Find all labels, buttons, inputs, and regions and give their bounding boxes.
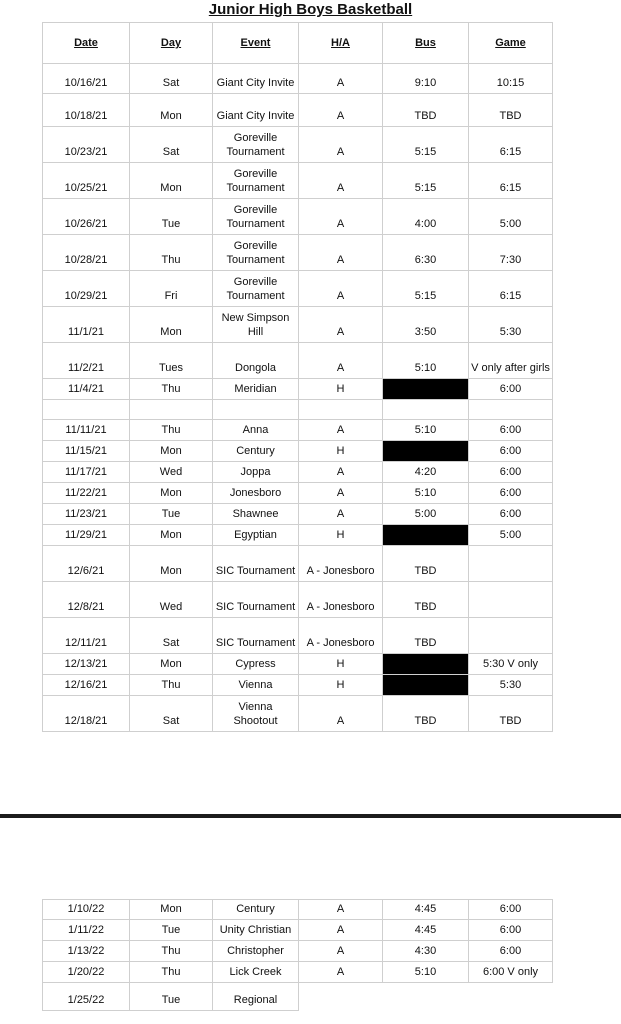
home-away-cell: A [299,271,383,307]
home-away-cell: A [299,163,383,199]
game-cell: 6:15 [469,271,553,307]
bus-cell: TBD [383,94,469,127]
home-away-cell: A [299,420,383,441]
table-row [43,941,553,962]
date-cell: 10/28/21 [43,235,130,271]
date-cell: 1/20/22 [43,962,130,983]
date-cell: 10/18/21 [43,94,130,127]
event-cell: Anna [213,420,299,441]
game-cell: 5:30 [469,307,553,343]
day-cell: Mon [130,94,213,127]
day-cell: Tues [130,343,213,379]
game-cell: 6:00 [469,462,553,483]
home-away-cell: H [299,525,383,546]
table-row [43,271,553,307]
bus-cell: TBD [383,546,469,582]
date-cell: 1/10/22 [43,900,130,920]
date-cell: 10/26/21 [43,199,130,235]
event-cell: SIC Tournament [213,582,299,618]
table-row [43,582,553,618]
bus-cell [383,400,469,420]
home-away-cell: A [299,343,383,379]
home-away-cell: H [299,441,383,462]
event-cell: Goreville Tournament [213,163,299,199]
event-cell: Giant City Invite [213,64,299,94]
bus-cell: 5:15 [383,163,469,199]
day-cell: Tue [130,504,213,525]
event-cell: Century [213,441,299,462]
home-away-cell: A [299,235,383,271]
date-cell: 11/4/21 [43,379,130,400]
event-cell: Goreville Tournament [213,271,299,307]
date-cell: 12/18/21 [43,696,130,732]
date-cell: 10/25/21 [43,163,130,199]
home-away-cell: A [299,504,383,525]
game-cell: 10:15 [469,64,553,94]
table-row [43,127,553,163]
game-cell: TBD [469,94,553,127]
table-row [43,462,553,483]
game-cell [469,618,553,654]
home-away-cell [299,400,383,420]
day-cell: Mon [130,483,213,504]
home-away-cell: H [299,675,383,696]
event-cell: Joppa [213,462,299,483]
bus-cell: 4:30 [383,941,469,962]
bus-cell: 5:10 [383,483,469,504]
event-cell: Meridian [213,379,299,400]
date-cell [43,400,130,420]
table-row [43,441,553,462]
table-row [43,962,553,983]
bus-cell: 4:20 [383,462,469,483]
game-cell: 5:00 [469,525,553,546]
bus-cell: 3:50 [383,307,469,343]
game-cell: 6:15 [469,127,553,163]
game-cell: 6:00 [469,504,553,525]
date-cell: 12/13/21 [43,654,130,675]
date-cell: 11/29/21 [43,525,130,546]
home-away-cell: A [299,900,383,920]
date-cell: 10/23/21 [43,127,130,163]
home-away-cell: A [299,920,383,941]
day-cell: Mon [130,441,213,462]
table-row [43,199,553,235]
game-cell: 5:00 [469,199,553,235]
game-cell: V only after girls [469,343,553,379]
table-row [43,94,553,127]
header-event: Event [213,23,299,64]
table-row [43,504,553,525]
date-cell: 1/25/22 [43,983,130,1011]
date-cell: 12/11/21 [43,618,130,654]
section-divider [0,814,621,818]
event-cell: Giant City Invite [213,94,299,127]
bus-cell: 9:10 [383,64,469,94]
table-row [43,379,553,400]
date-cell: 11/2/21 [43,343,130,379]
game-cell: 6:00 [469,900,553,920]
table-row [43,163,553,199]
bus-cell: TBD [383,618,469,654]
day-cell: Mon [130,525,213,546]
event-cell: Century [213,900,299,920]
home-away-cell: A [299,941,383,962]
day-cell: Thu [130,235,213,271]
header-day: Day [130,23,213,64]
table-row [43,525,553,546]
bus-cell: TBD [383,696,469,732]
home-away-cell: A [299,462,383,483]
table-row [43,546,553,582]
date-cell: 1/13/22 [43,941,130,962]
event-cell: Goreville Tournament [213,235,299,271]
table-row [43,983,553,1011]
day-cell: Mon [130,546,213,582]
bus-cell: 5:10 [383,962,469,983]
date-cell: 12/16/21 [43,675,130,696]
game-cell [469,400,553,420]
event-cell [213,400,299,420]
bus-cell: 5:10 [383,420,469,441]
home-away-cell: A [299,127,383,163]
day-cell [130,400,213,420]
bus-cell: TBD [383,582,469,618]
bus-cell: 4:00 [383,199,469,235]
home-away-cell: A - Jonesboro [299,582,383,618]
day-cell: Sat [130,127,213,163]
day-cell: Sat [130,696,213,732]
game-cell: 6:00 [469,379,553,400]
event-cell: Dongola [213,343,299,379]
schedule-table-winter [42,899,553,1011]
header-game: Game [469,23,553,64]
bus-cell [383,675,469,696]
day-cell: Mon [130,654,213,675]
date-cell: 12/8/21 [43,582,130,618]
date-cell: 1/11/22 [43,920,130,941]
home-away-cell: A [299,962,383,983]
day-cell: Thu [130,420,213,441]
bus-cell [383,525,469,546]
bus-cell: 6:30 [383,235,469,271]
game-cell: 6:00 [469,420,553,441]
event-cell: New Simpson Hill [213,307,299,343]
home-away-cell: A - Jonesboro [299,546,383,582]
header-bus: Bus [383,23,469,64]
game-cell: 6:00 [469,920,553,941]
game-cell: 6:00 [469,941,553,962]
event-cell: Egyptian [213,525,299,546]
table-row [43,618,553,654]
day-cell: Mon [130,900,213,920]
event-cell: SIC Tournament [213,546,299,582]
home-away-cell [299,983,383,1011]
table-row [43,64,553,94]
home-away-cell: A [299,199,383,235]
table-row [43,675,553,696]
event-cell: Lick Creek [213,962,299,983]
bus-cell [383,654,469,675]
table-row [43,654,553,675]
bus-cell: 4:45 [383,900,469,920]
table-row [43,420,553,441]
table-row [43,400,553,420]
event-cell: Goreville Tournament [213,199,299,235]
header-date: Date [43,23,130,64]
game-cell: TBD [469,696,553,732]
event-cell: Shawnee [213,504,299,525]
schedule-table-fall [42,22,553,732]
day-cell: Tue [130,920,213,941]
date-cell: 11/17/21 [43,462,130,483]
table-row [43,483,553,504]
table-row [43,920,553,941]
day-cell: Thu [130,675,213,696]
bus-cell: 5:00 [383,504,469,525]
date-cell: 10/29/21 [43,271,130,307]
game-cell: 6:00 [469,483,553,504]
game-cell: 6:00 [469,441,553,462]
event-cell: Cypress [213,654,299,675]
day-cell: Sat [130,64,213,94]
event-cell: Vienna Shootout [213,696,299,732]
day-cell: Sat [130,618,213,654]
date-cell: 11/15/21 [43,441,130,462]
date-cell: 11/11/21 [43,420,130,441]
event-cell: Regional [213,983,299,1011]
bus-cell: 5:15 [383,127,469,163]
day-cell: Thu [130,962,213,983]
day-cell: Tue [130,983,213,1011]
home-away-cell: A [299,696,383,732]
day-cell: Fri [130,271,213,307]
bus-cell [383,379,469,400]
date-cell: 12/6/21 [43,546,130,582]
bus-cell: 5:15 [383,271,469,307]
event-cell: Christopher [213,941,299,962]
bus-cell: 5:10 [383,343,469,379]
game-cell: 7:30 [469,235,553,271]
event-cell: Vienna [213,675,299,696]
event-cell: Goreville Tournament [213,127,299,163]
day-cell: Wed [130,582,213,618]
header-home-away: H/A [299,23,383,64]
day-cell: Tue [130,199,213,235]
table-row [43,343,553,379]
day-cell: Thu [130,379,213,400]
event-cell: SIC Tournament [213,618,299,654]
home-away-cell: H [299,654,383,675]
home-away-cell: A [299,307,383,343]
game-cell [469,546,553,582]
date-cell: 11/1/21 [43,307,130,343]
home-away-cell: A [299,94,383,127]
home-away-cell: H [299,379,383,400]
event-cell: Jonesboro [213,483,299,504]
date-cell: 11/22/21 [43,483,130,504]
day-cell: Mon [130,163,213,199]
bus-cell [383,983,469,1011]
bus-cell [383,441,469,462]
date-cell: 11/23/21 [43,504,130,525]
game-cell [469,983,553,1011]
game-cell [469,582,553,618]
game-cell: 5:30 V only [469,654,553,675]
table-row [43,307,553,343]
page-title: Junior High Boys Basketball [208,1,413,18]
game-cell: 5:30 [469,675,553,696]
date-cell: 10/16/21 [43,64,130,94]
day-cell: Mon [130,307,213,343]
table-row [43,696,553,732]
event-cell: Unity Christian [213,920,299,941]
bus-cell: 4:45 [383,920,469,941]
home-away-cell: A [299,483,383,504]
table-row [43,235,553,271]
home-away-cell: A [299,64,383,94]
game-cell: 6:15 [469,163,553,199]
home-away-cell: A - Jonesboro [299,618,383,654]
day-cell: Thu [130,941,213,962]
header-row [43,23,553,64]
day-cell: Wed [130,462,213,483]
table-row [43,900,553,920]
game-cell: 6:00 V only [469,962,553,983]
